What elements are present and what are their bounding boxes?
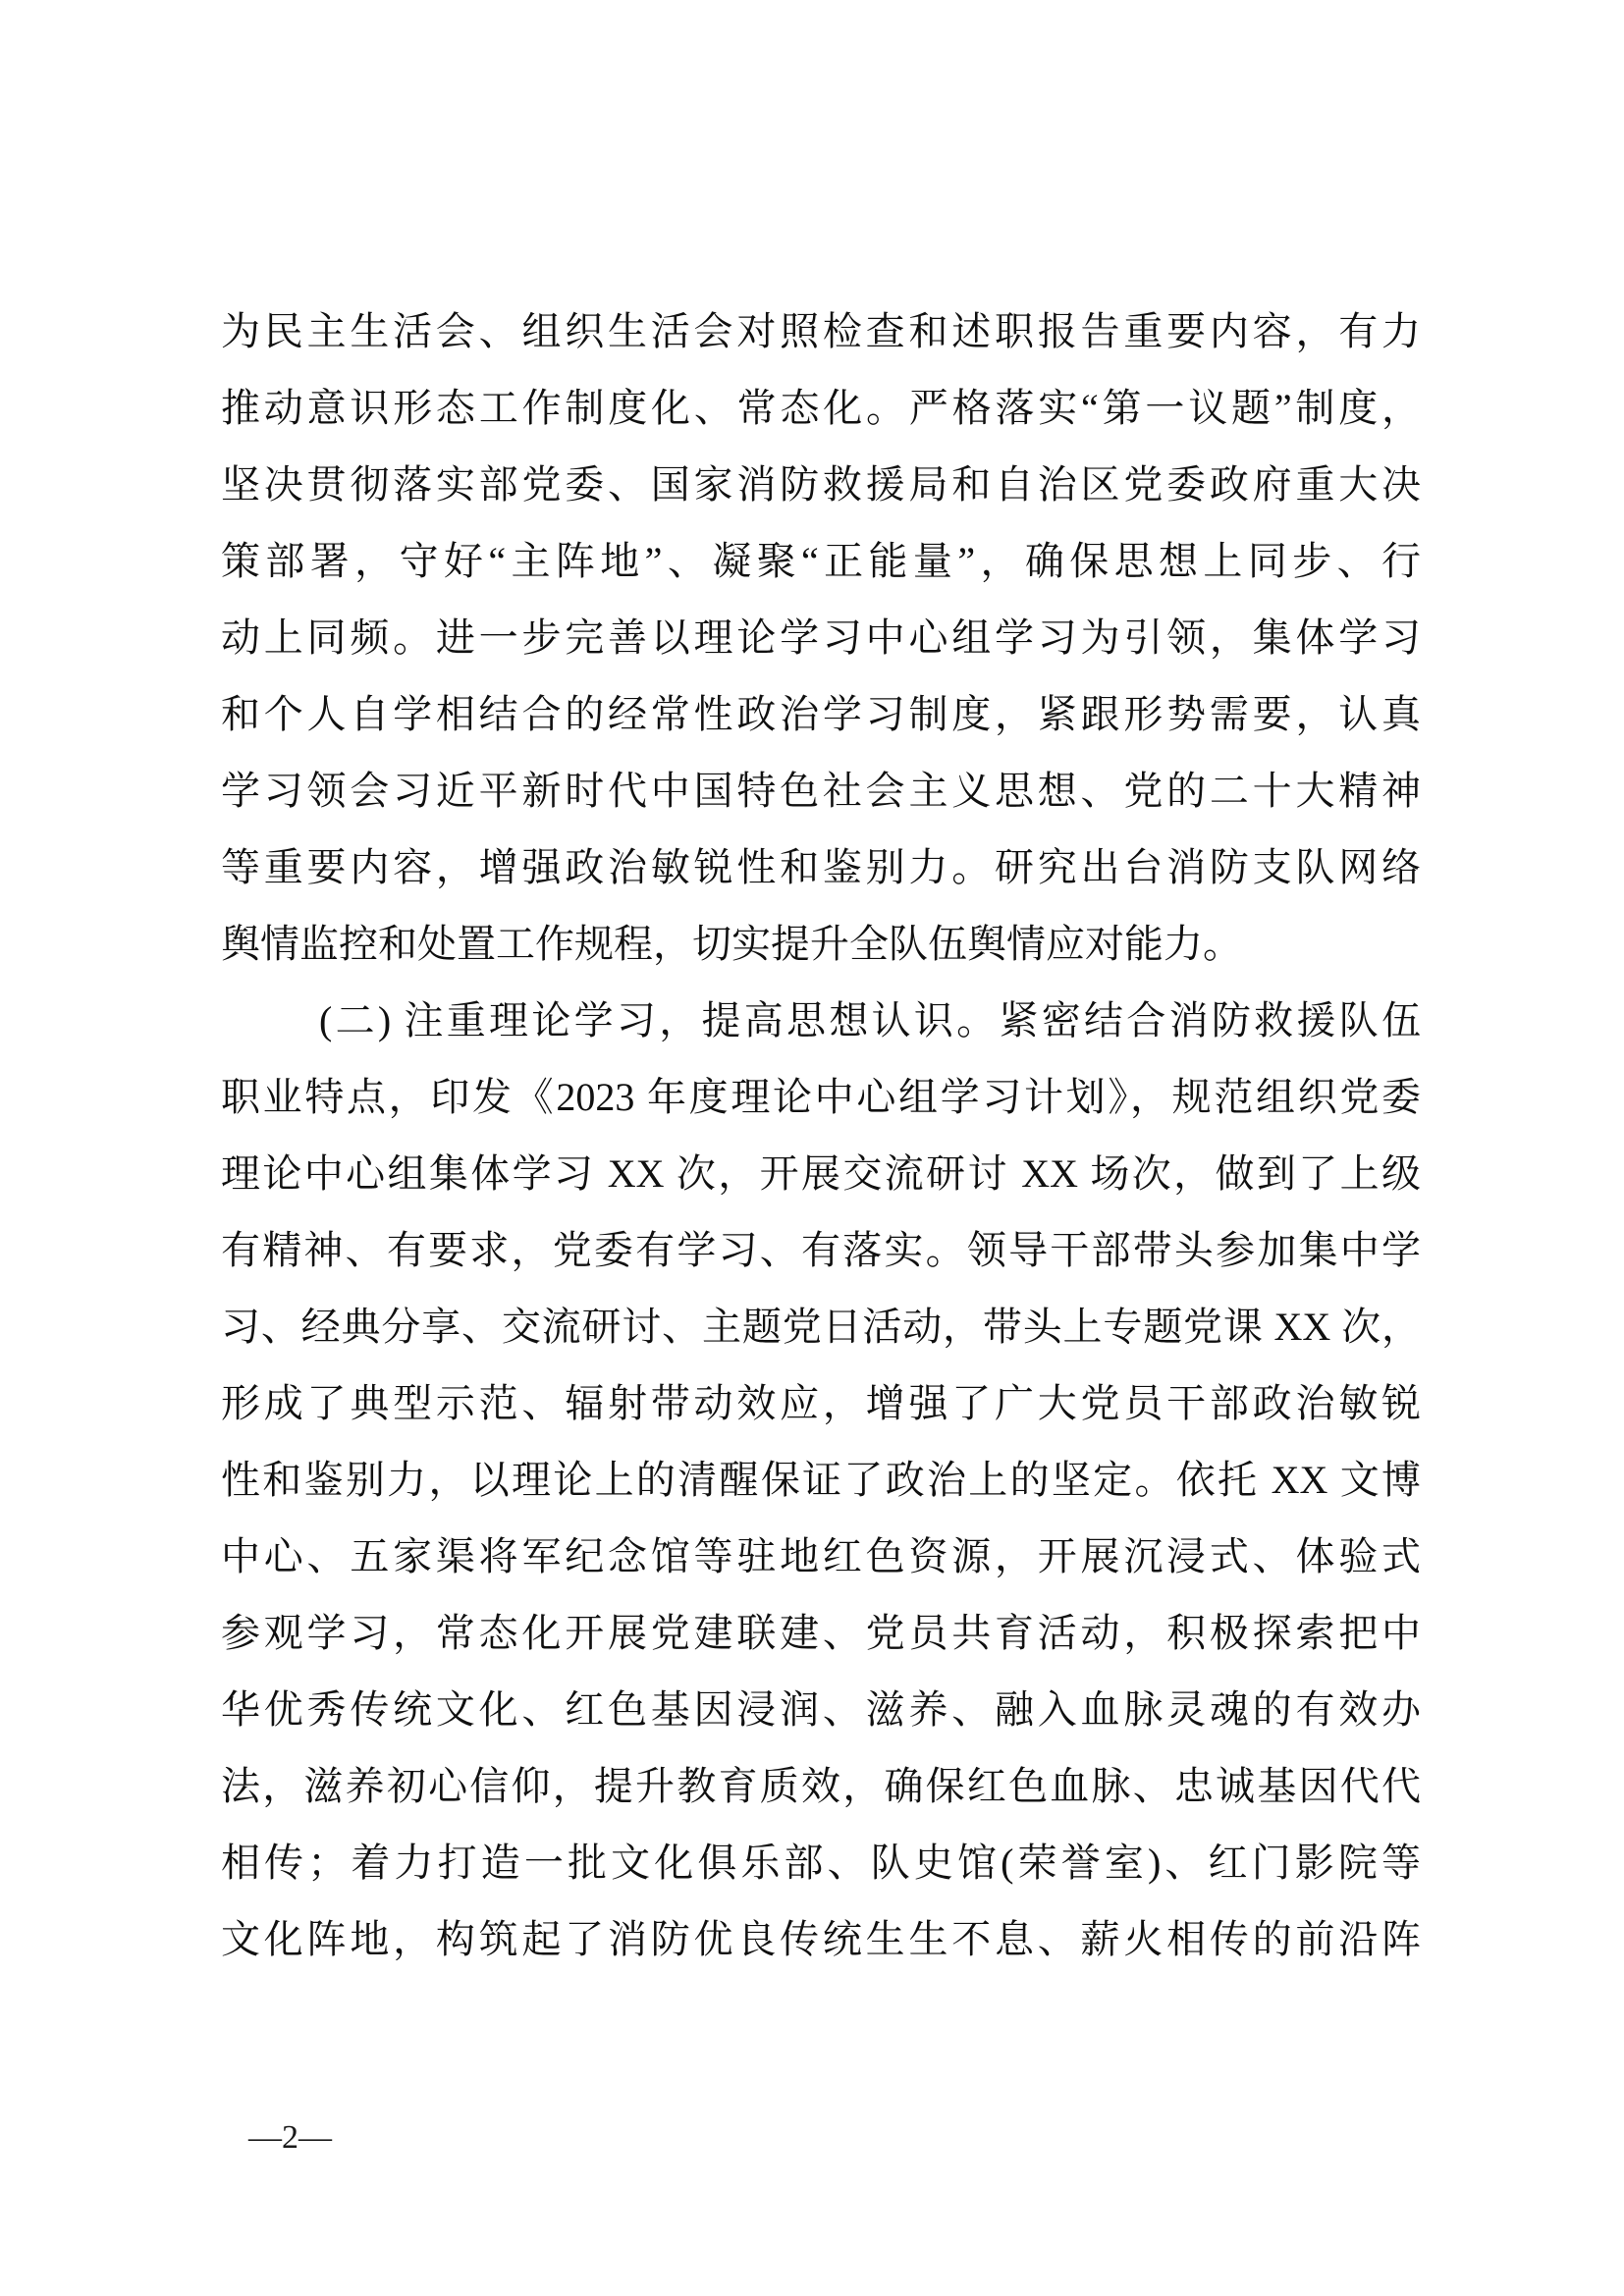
text-line: 形成了典型示范、辐射带动效应，增强了广大党员干部政治敏锐 (221, 1381, 1421, 1425)
text-line: 华优秀传统文化、红色基因浸润、滋养、融入血脉灵魂的有效办 (221, 1687, 1421, 1732)
text-line: 学习领会习近平新时代中国特色社会主义思想、党的二十大精神 (221, 769, 1421, 813)
page-number: —2— (248, 2119, 332, 2156)
text-line: 文化阵地，构筑起了消防优良传统生生不息、薪火相传的前沿阵 (221, 1917, 1421, 1961)
text-line: 理论中心组集体学习 XX 次，开展交流研讨 XX 场次，做到了上级 (221, 1151, 1421, 1196)
text-line: 法，滋养初心信仰，提升教育质效，确保红色血脉、忠诚基因代代 (221, 1764, 1421, 1808)
text-line: 推动意识形态工作制度化、常态化。严格落实“第一议题”制度， (221, 386, 1421, 430)
text-line: 职业特点，印发《2023 年度理论中心组学习计划》，规范组织党委 (221, 1075, 1421, 1119)
text-line: (二) 注重理论学习，提高思想认识。紧密结合消防救援队伍 (319, 998, 1421, 1042)
document-body (221, 294, 1421, 1978)
text-line: 为民主生活会、组织生活会对照检查和述职报告重要内容，有力 (221, 309, 1421, 353)
paragraph (221, 294, 1421, 983)
text-line: 参观学习，常态化开展党建联建、党员共育活动，积极探索把中 (221, 1611, 1421, 1655)
text-line: 舆情监控和处置工作规程，切实提升全队伍舆情应对能力。 (221, 922, 1242, 966)
text-line: 和个人自学相结合的经常性政治学习制度，紧跟形势需要，认真 (221, 692, 1421, 736)
text-line: 等重要内容，增强政治敏锐性和鉴别力。研究出台消防支队网络 (221, 845, 1421, 889)
text-line: 坚决贯彻落实部党委、国家消防救援局和自治区党委政府重大决 (221, 462, 1421, 507)
text-line: 相传；着力打造一批文化俱乐部、队史馆(荣誉室)、红门影院等 (221, 1841, 1421, 1885)
text-line: 有精神、有要求，党委有学习、有落实。领导干部带头参加集中学 (221, 1228, 1421, 1272)
text-line: 习、经典分享、交流研讨、主题党日活动，带头上专题党课 XX 次， (221, 1305, 1421, 1349)
text-line: 动上同频。进一步完善以理论学习中心组学习为引领，集体学习 (221, 615, 1421, 660)
text-line: 性和鉴别力，以理论上的清醒保证了政治上的坚定。依托 XX 文博 (221, 1458, 1421, 1502)
text-line: 策部署，守好“主阵地”、凝聚“正能量”，确保思想上同步、行 (221, 539, 1421, 583)
text-line: 中心、五家渠将军纪念馆等驻地红色资源，开展沉浸式、体验式 (221, 1534, 1421, 1578)
paragraph (221, 983, 1421, 1978)
